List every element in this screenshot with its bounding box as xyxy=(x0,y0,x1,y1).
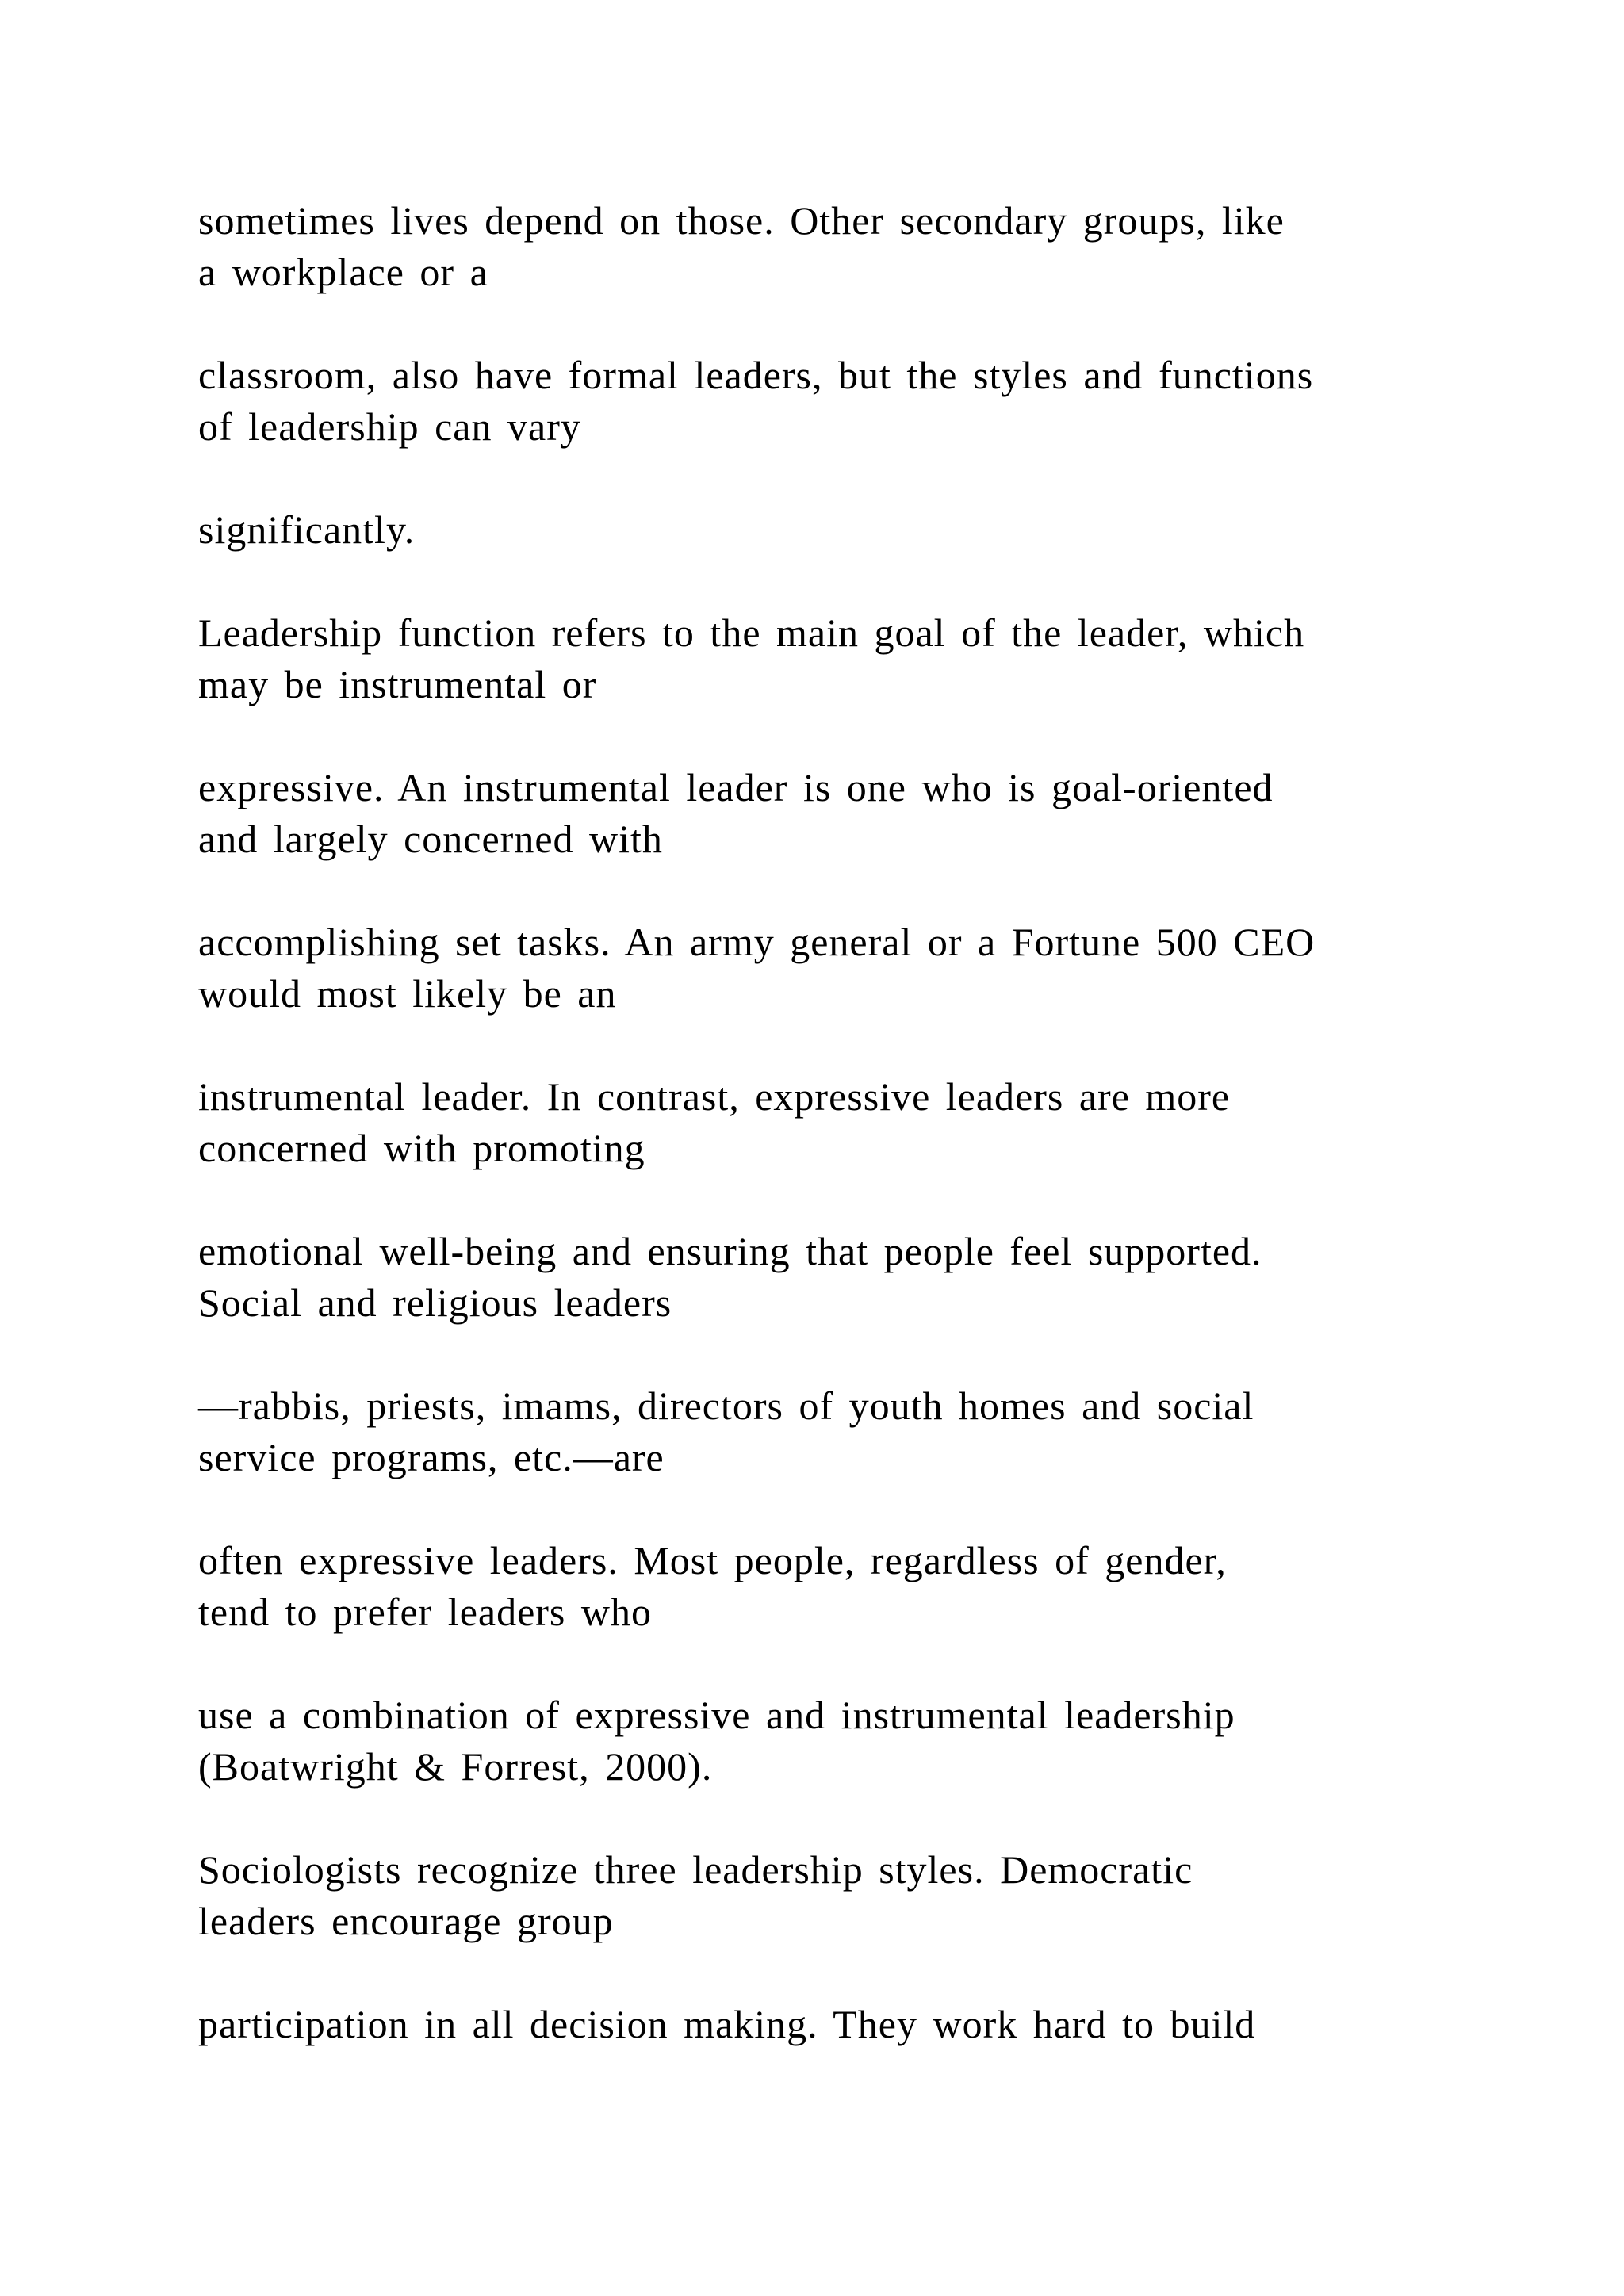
text-line: a workplace or a xyxy=(198,250,488,294)
document-body xyxy=(198,195,1467,2102)
text-line: use a combination of expressive and instrumental leadership xyxy=(198,1693,1235,1737)
paragraph xyxy=(198,607,1467,710)
paragraph xyxy=(198,350,1467,453)
paragraph xyxy=(198,1535,1467,1638)
paragraph xyxy=(198,1226,1467,1329)
text-line: significantly. xyxy=(198,507,416,552)
text-line: may be instrumental or xyxy=(198,662,597,706)
text-line: of leadership can vary xyxy=(198,404,581,449)
paragraph xyxy=(198,1380,1467,1483)
text-line: sometimes lives depend on those. Other secondary groups, like xyxy=(198,198,1285,243)
text-line: Sociologists recognize three leadership styles. Democratic xyxy=(198,1847,1193,1892)
text-line: instrumental leader. In contrast, expressive leaders are more xyxy=(198,1074,1231,1119)
text-line: concerned with promoting xyxy=(198,1126,645,1170)
text-line: tend to prefer leaders who xyxy=(198,1590,652,1634)
text-line: Social and religious leaders xyxy=(198,1280,672,1325)
paragraph xyxy=(198,1689,1467,1793)
text-line: and largely concerned with xyxy=(198,817,663,861)
paragraph xyxy=(198,1844,1467,1947)
paragraph xyxy=(198,916,1467,1020)
text-line: emotional well-being and ensuring that people feel supported. xyxy=(198,1229,1262,1273)
text-line: often expressive leaders. Most people, regardless of gender, xyxy=(198,1538,1227,1582)
text-line: participation in all decision making. They work hard to build xyxy=(198,2002,1256,2046)
text-line: expressive. An instrumental leader is one who is goal-oriented xyxy=(198,765,1274,809)
text-line: leaders encourage group xyxy=(198,1899,614,1943)
text-line: accomplishing set tasks. An army general or a Fortune 500 CEO xyxy=(198,920,1316,964)
paragraph xyxy=(198,195,1467,298)
paragraph xyxy=(198,762,1467,865)
text-line: (Boatwright & Forrest, 2000). xyxy=(198,1744,713,1789)
paragraph xyxy=(198,504,1467,556)
text-line: service programs, etc.—are xyxy=(198,1435,665,1479)
paragraph xyxy=(198,1999,1467,2050)
text-line: Leadership function refers to the main goal of the leader, which xyxy=(198,610,1305,655)
paragraph xyxy=(198,1071,1467,1174)
text-line: would most likely be an xyxy=(198,971,617,1016)
text-line: classroom, also have formal leaders, but the styles and functions xyxy=(198,353,1314,397)
text-line: —rabbis, priests, imams, directors of youth homes and social xyxy=(198,1383,1254,1428)
